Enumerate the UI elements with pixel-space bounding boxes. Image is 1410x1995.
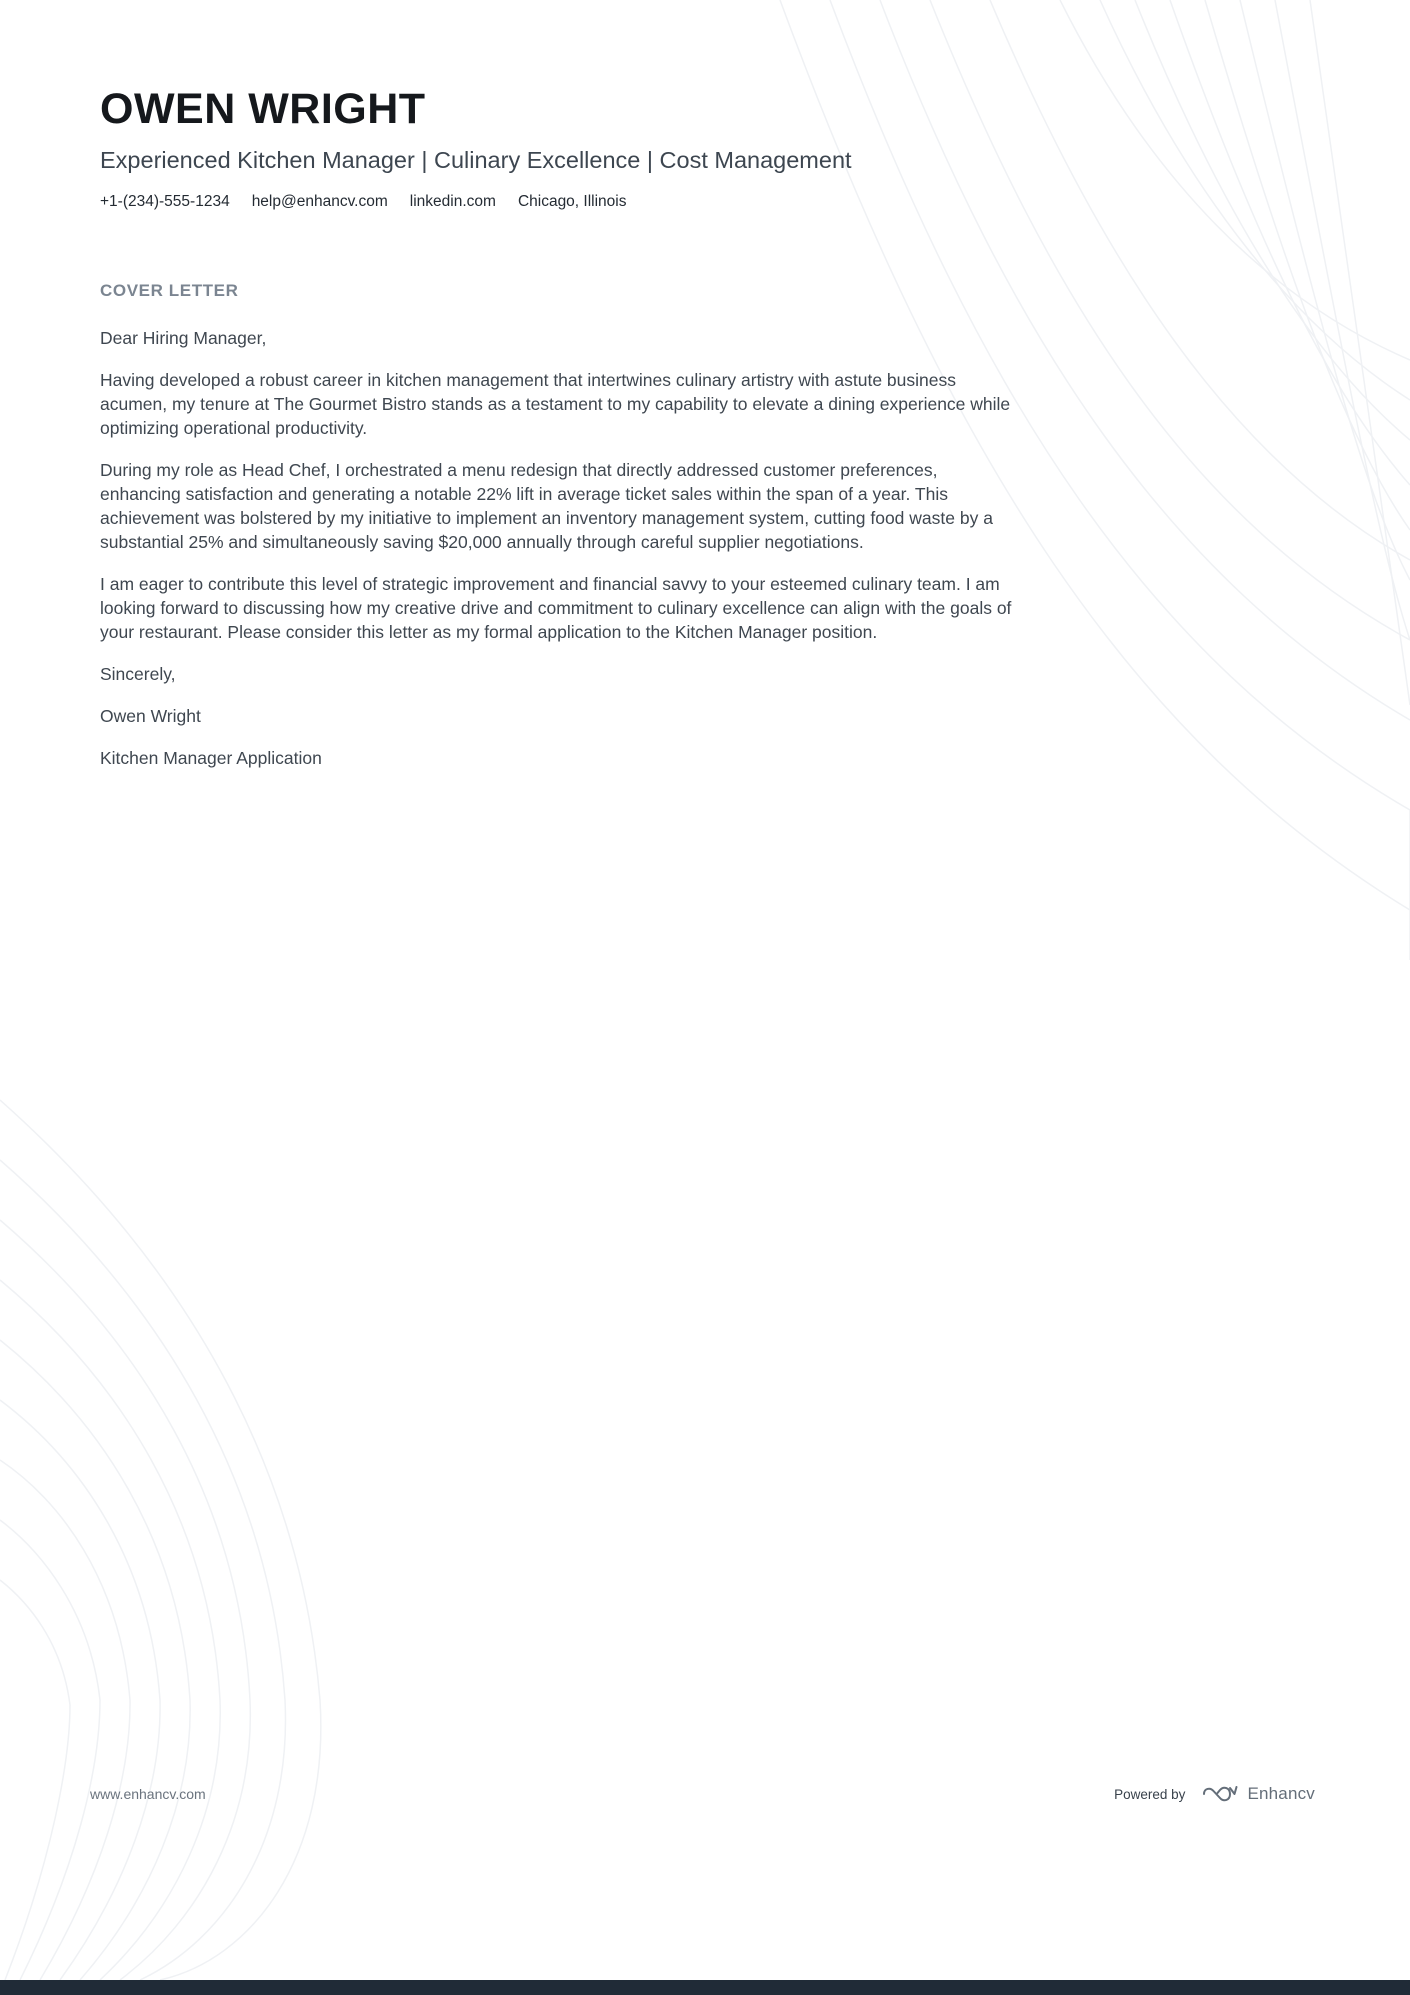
- subject-line: Kitchen Manager Application: [100, 747, 322, 768]
- letter-body: [100, 326, 1012, 770]
- closing: Sincerely,: [100, 663, 176, 684]
- enhancv-logo-icon: [1201, 1783, 1239, 1805]
- candidate-name: OWEN WRIGHT: [100, 85, 426, 133]
- contact-email[interactable]: help@enhancv.com: [251, 192, 388, 210]
- bottom-accent-bar: [0, 1980, 1410, 1995]
- powered-by-group: [1114, 1783, 1315, 1805]
- contact-phone: +1-(234)-555-1234: [100, 192, 230, 210]
- letter-paragraph: I am eager to contribute this level of strategic improvement and financial savvy to your esteemed culinary team. I am looking forward to discussing how my creative drive and commitment to culinary excellence can align with the goals of your restaurant. Please consider this letter as my formal application to the Kitchen Manager position.: [100, 573, 1012, 642]
- salutation: Dear Hiring Manager,: [100, 327, 267, 348]
- page-footer: [0, 1783, 1410, 1805]
- powered-by-label: Powered by: [1114, 1786, 1186, 1802]
- contact-location: Chicago, Illinois: [517, 192, 627, 210]
- enhancv-brand-link[interactable]: [1201, 1783, 1315, 1805]
- footer-website-link[interactable]: www.enhancv.com: [90, 1786, 206, 1802]
- signature-name: Owen Wright: [100, 705, 201, 726]
- contact-row: [100, 193, 1012, 211]
- document-content: [100, 86, 1012, 770]
- contact-linkedin[interactable]: linkedin.com: [409, 192, 496, 210]
- letter-paragraph: During my role as Head Chef, I orchestrated a menu redesign that directly addressed customer preferences, enhancing satisfaction and generating a notable 22% lift in average ticket sales within the span of a year. This achievement was bolstered by my initiative to implement an inventory management system, cutting food waste by a substantial 25% and simultaneously saving $20,000 annually through careful supplier negotiations.: [100, 459, 993, 552]
- contour-decoration-bottom-left: [0, 1080, 430, 1980]
- section-label-cover-letter: COVER LETTER: [100, 280, 239, 300]
- candidate-headline: Experienced Kitchen Manager | Culinary Excellence | Cost Management: [100, 147, 852, 174]
- enhancv-brand-name: Enhancv: [1247, 1784, 1315, 1803]
- letter-paragraph: Having developed a robust career in kitchen management that intertwines culinary artistry with astute business acumen, my tenure at The Gourmet Bistro stands as a testament to my capability to elevate a dining experience while optimizing operational productivity.: [100, 369, 1011, 438]
